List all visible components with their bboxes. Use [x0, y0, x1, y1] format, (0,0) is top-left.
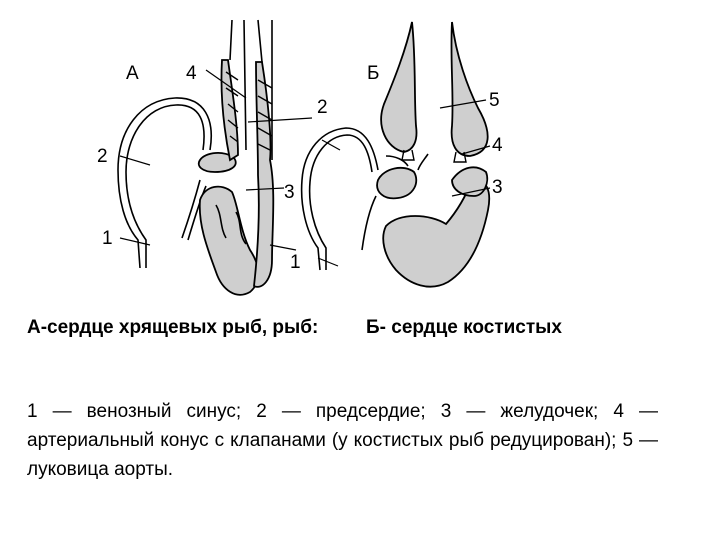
- label-a-4: 4: [186, 63, 197, 84]
- label-a-3: 3: [284, 182, 295, 203]
- panel-b-letter: Б: [367, 63, 380, 84]
- label-a-2-top: 2: [317, 97, 328, 118]
- caption-bony: Б- сердце костистых: [366, 317, 562, 338]
- cartilaginous-heart: [97, 20, 328, 295]
- caption-cartilaginous: А-сердце хрящевых рыб, рыб:: [27, 317, 319, 338]
- legend-text: 1 — венозный синус; 2 — предсердие; 3 — желудочек; 4 — артериальный конус с клапанами (у костистых рыб редуцирован); 5 — луковица аорты.: [27, 401, 658, 480]
- label-a-1-bottom: 1: [290, 252, 301, 273]
- label-b-5: 5: [489, 90, 500, 111]
- label-b-4: 4: [492, 135, 503, 156]
- label-a-2-left: 2: [97, 146, 108, 167]
- bony-heart: [302, 22, 503, 287]
- label-b-3: 3: [492, 177, 503, 198]
- panel-a-letter: А: [126, 63, 139, 84]
- label-a-1-left: 1: [102, 228, 113, 249]
